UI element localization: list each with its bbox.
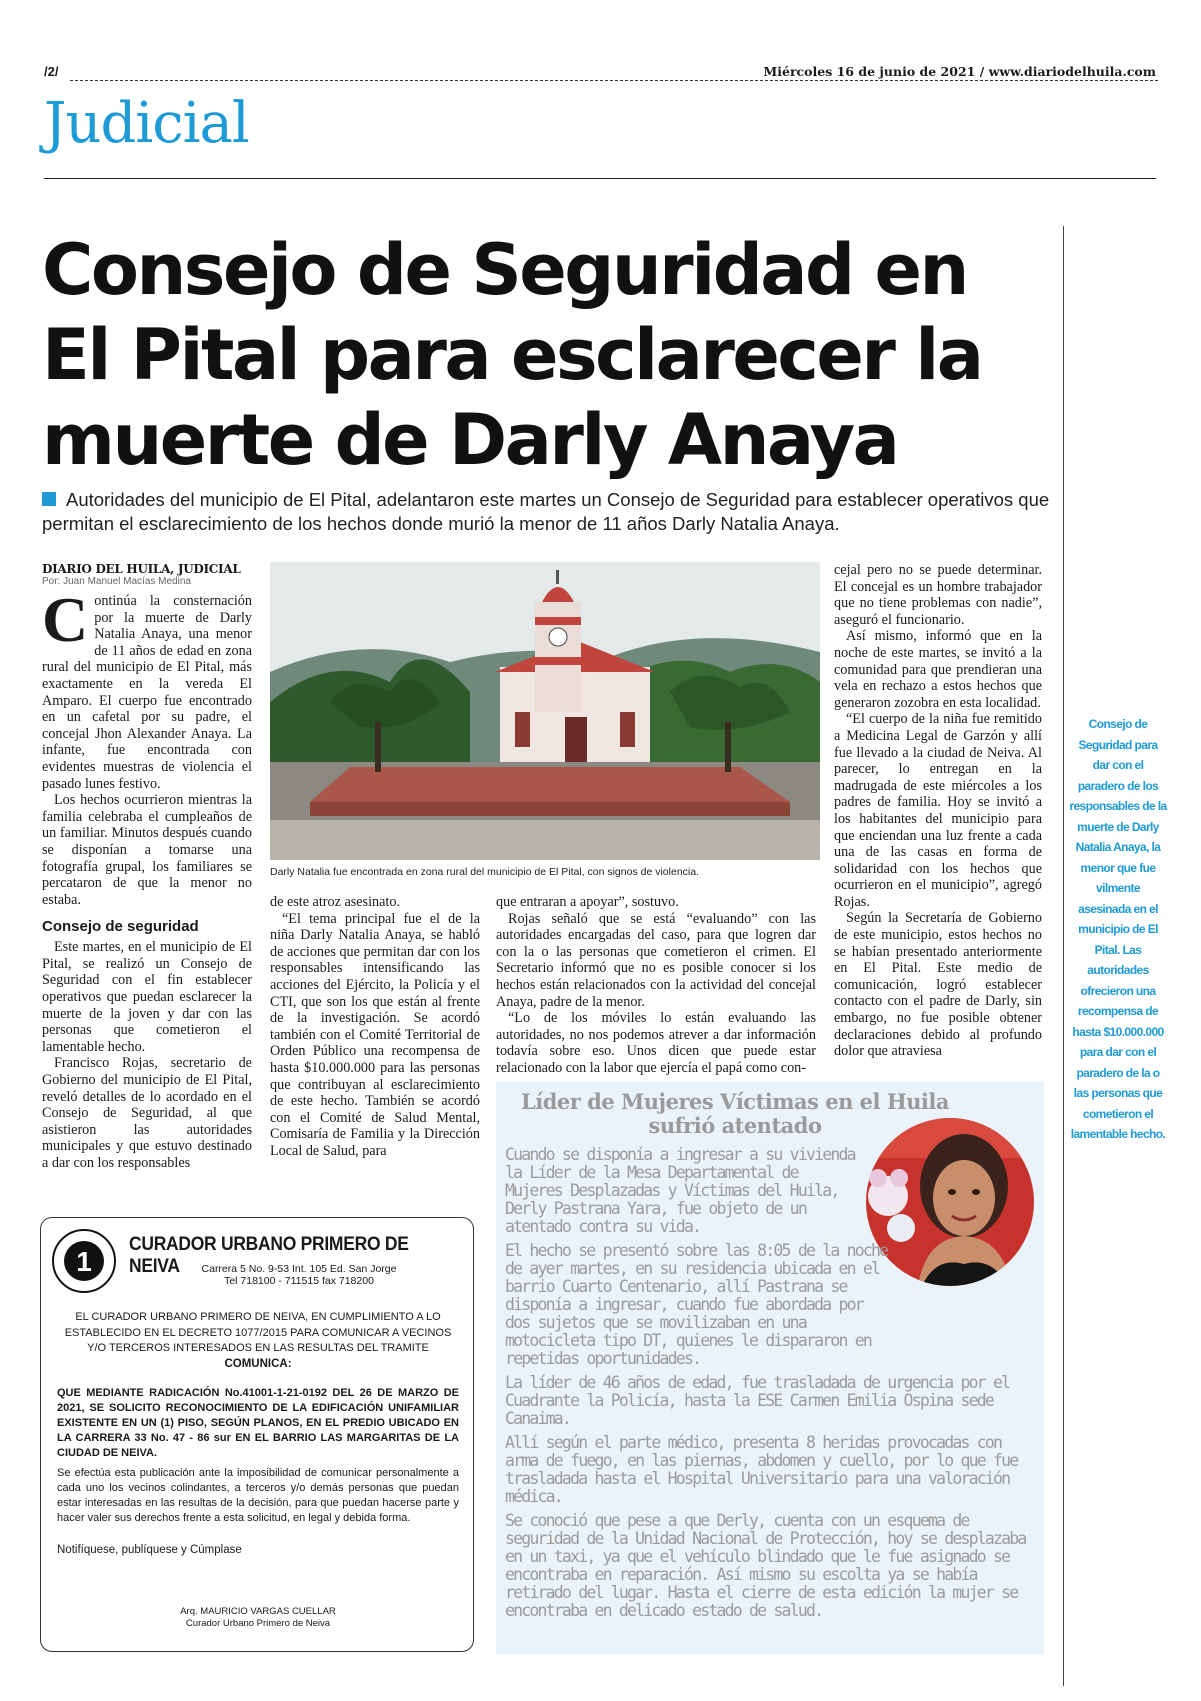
lead-text: Autoridades del municipio de El Pital, adelantaron este martes un Consejo de Seguridad para establecer operativos que permitan el esclarecimiento de los hechos donde murió la menor de 11 años Darly Natalia Anaya. <box>42 489 1050 534</box>
paragraph: Así mismo, informó que en la noche de este martes, se invitó a la comunidad para que prendieran una vela en rechazo a estos hechos que generaron zozobra en esta localidad. <box>834 628 1042 711</box>
boxed-story-title: Líder de Mujeres Víctimas en el Huila sufrió atentado <box>520 1089 949 1138</box>
subheading: Consejo de seguridad <box>42 918 199 936</box>
paragraph: Este martes, en el municipio de El Pital, se realizó un Consejo de Seguridad con el fin establecer operativos que puedan esclarecer la muerte de la joven y dar con las personas que cometieron el lamentable hecho. <box>42 939 252 1055</box>
ad-resolution: QUE MEDIANTE RADICACIÓN No.41001-1-21-0192 DEL 26 DE MARZO DE 2021, SE SOLICITO RECONOCIMIENTO DE LA EDIFICACIÓN UNIFAMILIAR EXISTENTE EN UN (1) PISO, SEGÚN PLANOS, EN EL PREDIO UBICADO EN LA CARRERA 33 No. 47 - 86 sur EN EL BARRIO LAS MARGARITAS DE LA CIUDAD DE NEIVA. <box>57 1387 459 1459</box>
ad-address <box>189 1263 409 1287</box>
paragraph: Se conoció que pese a que Derly, cuenta con un esquema de seguridad de la Unidad Nacional de Protección, hoy se desplazaba en un taxi, ya que el vehículo blindado que le fue asignado se encontraba en reparación. Así mismo su escolta ya se había retirado del lugar. Hasta el cierre de esta edición la mujer se encontraba en delicado estado de salud. <box>505 1511 1026 1620</box>
ad-comunica: COMUNICA: <box>224 1358 292 1370</box>
article-column-3 <box>496 894 816 1077</box>
ad-closing: Notifíquese, publíquese y Cúmplase <box>57 1544 242 1556</box>
article-column-4 <box>834 562 1042 1060</box>
paragraph: El hecho se presentó sobre las 8:05 de la noche de ayer martes, en su residencia ubicada en el barrio Cuarto Centenario, allí Pastrana se disponía a ingresar, cuando fue abordada por dos sujetos que se movilizaban en una motocicleta tipo DT, quienes le dispararon en repetidas oportunidades. <box>505 1241 888 1368</box>
dateline: Miércoles 16 de junio de 2021 / www.diariodelhuila.com <box>763 64 1156 79</box>
paragraph: de este atroz asesinato. <box>270 894 400 910</box>
curador-logo-numeral: 1 <box>76 1246 92 1277</box>
paragraph: Según la Secretaría de Gobierno de este municipio, estos hechos no se habían presentado anteriormente en El Pital. Este medio de comunicación, logró establecer contacto con el padre de Darly, sin embargo, no fue posible obtener declaraciones debido al profundo dolor que atraviesa <box>834 910 1042 1060</box>
curador-logo <box>51 1228 117 1294</box>
ad-signer: Arq. MAURICIO VARGAS CUELLAR <box>180 1606 336 1617</box>
paragraph: Los hechos ocurrieron mientras la familia celebraba el cumpleaños de un familiar. Minutos después cuando se disponían a tomarse una fotografía grupal, los familiares se percataron de que la menor no estaba. <box>42 792 252 908</box>
header-dashed-rule <box>70 80 1158 81</box>
paragraph: Rojas señaló que se está “evaluando” con las autoridades encargadas del caso, para que logren dar con la o las personas que cometieron el crimen. El Secretario informó que no es posible conocer si los hechos están relacionados con la actividad del concejal Anaya, padre de la menor. <box>496 910 816 1010</box>
ad-note: Se efectúa esta publicación ante la imposibilidad de comunicar personalmente a cada uno los vecinos colindantes, a terceros y/o demás personas que puedan estar interesadas en las resultas de la decisión, para que puedan hacerse parte y hacer valer sus derechos frente a esta solicitud, en legal y debida forma. <box>57 1467 459 1524</box>
church-photo <box>270 562 820 860</box>
photo-caption: Darly Natalia fue encontrada en zona rural del municipio de El Pital, con signos de violencia. <box>270 866 699 878</box>
section-rule <box>44 178 1156 179</box>
article-column-1 <box>42 562 252 1172</box>
lead-paragraph <box>42 488 1052 536</box>
article-column-2 <box>270 894 480 1160</box>
sidebar-rule <box>1063 226 1064 1686</box>
byline-organization: DIARIO DEL HUILA, JUDICIAL <box>42 562 241 576</box>
legal-notice-ad <box>40 1217 474 1652</box>
paragraph: Francisco Rojas, secretario de Gobierno del municipio de El Pital, reveló detalles de lo acordado en el Consejo de Seguridad, al que asistieron las autoridades municipales y que estuvo destinado a dar con los responsables <box>42 1055 252 1171</box>
byline-author: Por: Juan Manuel Macías Medina <box>42 576 191 587</box>
paragraph: La líder de 46 años de edad, fue trasladada de urgencia por el Cuadrante la Policía, hasta la ESE Carmen Emilia Ospina sede Canaima. <box>505 1373 1010 1428</box>
paragraph: cejal pero no se puede determinar. El concejal es un hombre trabajador que no tiene problemas con nadie”, aseguró el funcionario. <box>834 562 1042 628</box>
ad-phones: Tel 718100 - 711515 fax 718200 <box>224 1275 374 1287</box>
ad-street: Carrera 5 No. 9-53 Int. 105 Ed. San Jorge <box>201 1263 397 1275</box>
paragraph: “El tema principal fue el de la niña Darly Natalia Anaya, se habló de acciones que permitan dar con los responsables intensificando las acciones del Ejército, la Policía y el CTI, que son los que están al frente de la investigación. Se acordó también con el Comité Territorial de Orden Público una recompensa de hasta $10.000.000 para las personas que contribuyan al esclarecimiento de este hecho. También se acordó con el Comité de Salud Mental, Comisaría de Familia y la Dirección Local de Salud, para <box>270 910 480 1159</box>
drop-cap: C <box>42 584 89 655</box>
paragraph: “El cuerpo de la niña fue remitido a Medicina Legal de Garzón y allí fue llevado a la ciudad de Neiva. Al parecer, lo entregan en la madrugada de este miércoles a los padres de familia. Hoy se invitó a los habitantes del municipio para que enciendan una luz frente a cada una de las casas en forma de solidaridad con los hechos que ocurrieron en el municipio”, agregó Rojas. <box>834 711 1042 910</box>
page-number: /2/ <box>44 64 59 79</box>
sidebar-blurb: Consejo de Seguridad para dar con el paradero de los responsables de la muerte de Darly Natalia Anaya, la menor que fue vilmente asesinada en el municipio de El Pital. Las autoridades ofrecieron una recompensa de hasta $10.000.000 para dar con el paradero de la o las personas que cometieron el lamentable hecho. <box>1069 717 1167 1141</box>
ad-business-name: CURADOR URBANO PRIMERO DE NEIVA <box>129 1234 409 1277</box>
boxed-story-body <box>505 1146 1035 1626</box>
headline: Consejo de Seguridad en El Pital para esclarecer la muerte de Darly Anaya <box>42 229 982 481</box>
ad-intro: EL CURADOR URBANO PRIMERO DE NEIVA, EN CUMPLIMIENTO A LO ESTABLECIDO EN EL DECRETO 1077/2015 PARA COMUNICAR A VECINOS Y/O TERCEROS INTERESADOS EN LAS RESULTAS DEL TRAMITE <box>64 1311 452 1354</box>
paragraph: ontinúa la consternación por la muerte de Darly Natalia Anaya, una menor de 11 años de edad en zona rural del municipio de El Pital, más exactamente en la vereda El Amparo. El cuerpo fue encontrado en un cafetal por su padre, el concejal Jhon Alexander Anaya. La infante, fue encontrada con evidentes muestras de violencia el pasado lunes festivo. <box>42 593 252 792</box>
ad-signature <box>57 1606 459 1630</box>
ad-signer-title: Curador Urbano Primero de Neiva <box>185 1618 331 1629</box>
lead-square-icon <box>42 492 56 506</box>
paragraph: Allí según el parte médico, presenta 8 heridas provocadas con arma de fuego, en las piernas, abdomen y cuello, por lo que fue trasladada hasta el Hospital Universitario para una valoración médica. <box>505 1433 1018 1506</box>
paragraph: “Lo de los móviles lo están evaluando las autoridades, no nos podemos atrever a dar información todavía sobre eso. Unos dicen que puede estar relacionado con la labor que ejercía el papá como con- <box>496 1010 816 1076</box>
section-title: Judicial <box>44 91 249 156</box>
paragraph: que entraran a apoyar”, sostuvo. <box>496 894 679 910</box>
paragraph: Cuando se disponía a ingresar a su vivienda la Líder de la Mesa Departamental de Mujeres Desplazadas y Víctimas del Huila, Derly Pastrana Yara, fue objeto de un atentado contra su vida. <box>505 1145 855 1236</box>
